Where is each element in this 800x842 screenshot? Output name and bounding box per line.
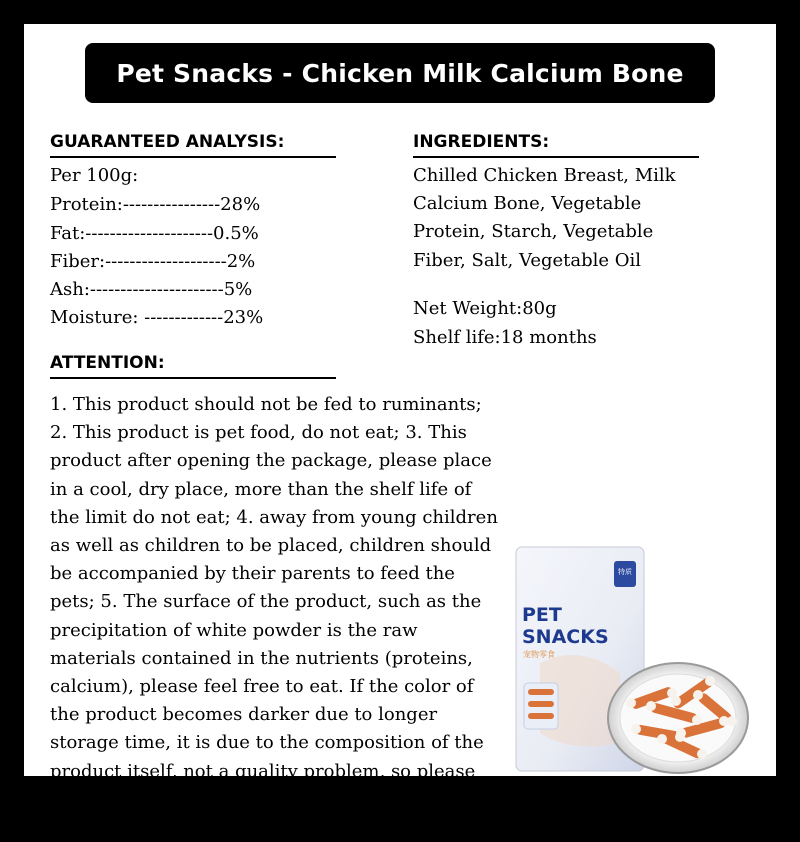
ingredients-line: Fiber, Salt, Vegetable Oil [413, 250, 642, 271]
net-weight: Net Weight:80g [413, 298, 557, 319]
attention-heading: ATTENTION: [50, 353, 336, 379]
analysis-row-moisture: Moisture: -------------23% [50, 307, 264, 328]
ingredients-line: Chilled Chicken Breast, Milk [413, 165, 676, 186]
analysis-row-ash: Ash:----------------------5% [50, 279, 253, 300]
ingredients-line: Calcium Bone, Vegetable [413, 193, 642, 214]
attention-block [50, 391, 750, 842]
package-title-line1: PET [522, 604, 562, 626]
ingredients-line: Protein, Starch, Vegetable [413, 221, 654, 242]
analysis-row-fiber: Fiber:--------------------2% [50, 251, 256, 272]
package-badge: 特质 [618, 568, 632, 576]
analysis-row-fat: Fat:---------------------0.5% [50, 223, 259, 244]
page-title: Pet Snacks - Chicken Milk Calcium Bone [116, 58, 684, 88]
analysis-heading: GUARANTEED ANALYSIS: [50, 132, 336, 158]
package-title-line2: SNACKS [522, 626, 609, 648]
shelf-life: Shelf life:18 months [413, 327, 597, 348]
product-package-image [510, 543, 750, 775]
package-cn-label: 宠物零食 [523, 650, 555, 659]
title-banner [85, 43, 715, 103]
attention-text: 1. This product should not be fed to ruminants; 2. This product is pet food, do not eat; 3. This product after opening the package, please place in a cool, dry place, more than the shelf life of the limit do not eat; 4. away from young children as well as children to be placed, children should be accompanied by their parents to feed the pets; 5. The surface of the product, such as the precipitation of white powder is the raw materials contained in the nutrients (proteins, calcium), please feel free to eat. If the color of the product becomes darker due to longer storage time, it is due to the composition of the product itself, not a quality problem, so please feel free to give your pet food.room temperature, dry, cool and sealed, avoid direct sunlight, sealed after opening and stored [50, 394, 748, 839]
ingredients-heading: INGREDIENTS: [413, 132, 699, 158]
product-info-panel [24, 24, 776, 839]
analysis-row-protein: Protein:----------------28% [50, 194, 261, 215]
analysis-per: Per 100g: [50, 165, 139, 186]
